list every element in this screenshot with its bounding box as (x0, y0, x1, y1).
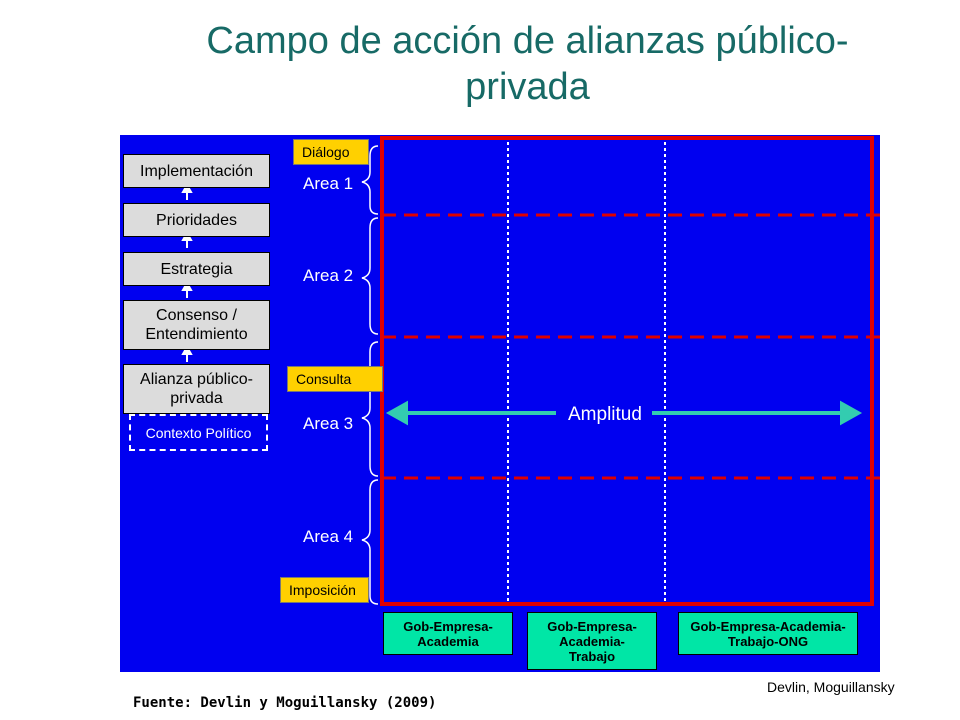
step-consenso: Consenso / Entendimiento (123, 300, 270, 350)
mode-consulta: Consulta (287, 366, 383, 392)
slide-title: Campo de acción de alianzas público-privada (206, 20, 849, 108)
source-caption: Fuente: Devlin y Moguillansky (2009) (133, 695, 437, 711)
area-3-label: Area 3 (303, 414, 354, 433)
context-box: Contexto Político (129, 414, 268, 451)
grid-frame (382, 138, 872, 604)
column-separators (508, 142, 665, 604)
amplitud-label: Amplitud (568, 404, 642, 425)
mode-dialogo: Diálogo (293, 139, 369, 165)
area-2-label: Area 2 (303, 266, 354, 285)
area-1-label: Area 1 (303, 174, 354, 193)
step-implementacion: Implementación (123, 154, 270, 188)
column-trabajo: Gob-Empresa-Academia-Trabajo (527, 612, 657, 670)
mode-imposicion: Imposición (280, 577, 369, 603)
step-alianza: Alianza público-privada (123, 364, 270, 414)
credit-text: Devlin, Moguillansky (767, 679, 895, 695)
row-separators (382, 215, 880, 478)
column-academia: Gob-Empresa-Academia (383, 612, 513, 655)
step-estrategia: Estrategia (123, 252, 270, 286)
column-ong: Gob-Empresa-Academia-Trabajo-ONG (678, 612, 858, 655)
step-prioridades: Prioridades (123, 203, 270, 237)
area-4-label: Area 4 (303, 527, 354, 546)
